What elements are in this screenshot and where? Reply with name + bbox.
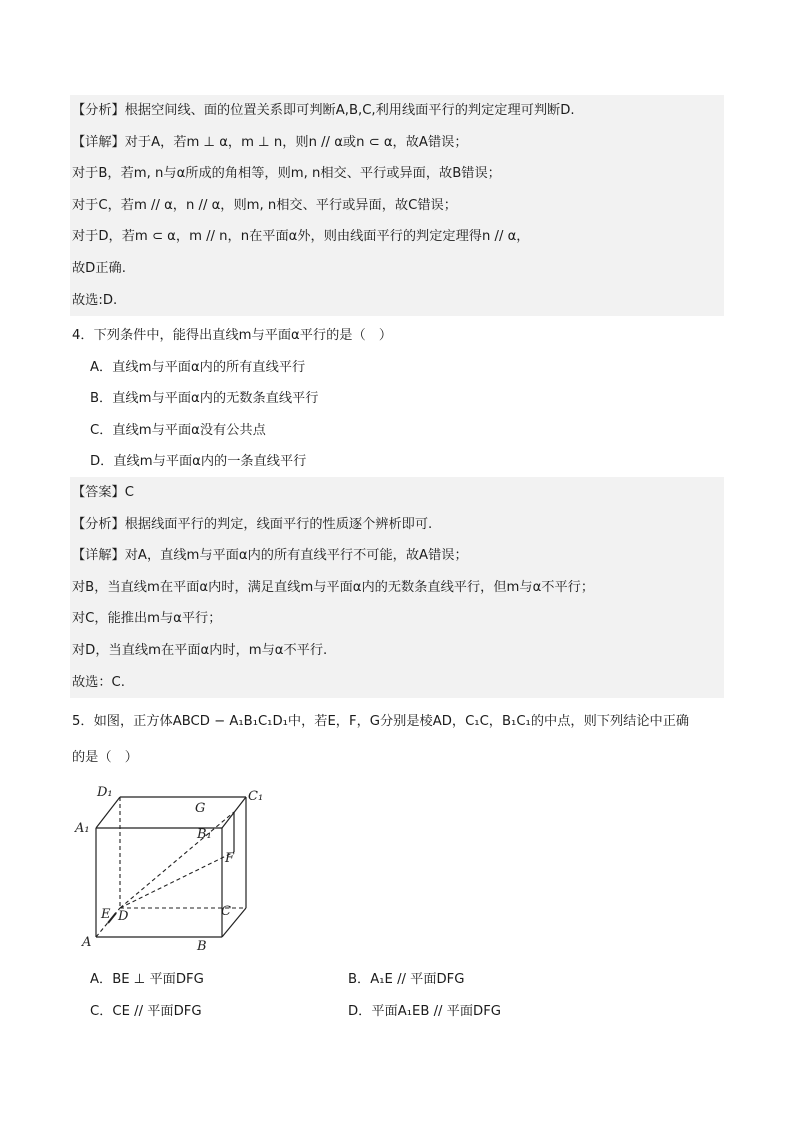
label-c1: C₁ [248,789,264,804]
question-5-stem-line-2: 的是（ ） [72,750,138,765]
solution-block-q4 [70,477,724,698]
label-a1: A₁ [75,821,90,836]
label-b: B [197,939,207,954]
question-5-option-a: A．BE ⊥ 平面DFG [90,972,204,987]
label-g: G [195,801,206,816]
detail-line-a: 【详解】对于A，若m ⊥ α，m ⊥ n，则n // α或n ⊂ α，故A错误； [72,134,468,150]
label-a: A [82,935,92,950]
solution-block-q3 [70,95,724,316]
cube-figure [70,780,264,955]
question-4-option-c: C．直线m与平面α没有公共点 [90,422,266,438]
detail-line-c: 对C，能推出m与α平行； [72,611,222,627]
analysis-line: 【分析】根据空间线、面的位置关系即可判断A,B,C,利用线面平行的判定定理可判断D. [72,103,575,118]
label-b1: B₁ [197,827,212,842]
detail-line-b: 对于B，若m, n与α所成的角相等，则m, n相交、平行或异面，故B错误； [72,166,501,182]
detail-line-c: 对于C，若m // α，n // α，则m, n相交、平行或异面，故C错误； [72,197,457,213]
cube-diagram [70,780,264,955]
edge-a1-d1 [96,797,120,828]
choice-line: 故选:D. [72,292,118,308]
label-e: E [101,907,111,922]
detail-line-a: 【详解】对A，直线m与平面α内的所有直线平行不可能，故A错误； [72,548,468,564]
question-5-option-b: B．A₁E // 平面DFG [348,972,465,987]
question-4-option-b: B．直线m与平面α内的无数条直线平行 [90,391,319,407]
segment-d-f [120,852,234,908]
answer-line: 【答案】C [72,485,134,500]
label-f: F [225,851,235,866]
question-5 [70,704,724,776]
detail-line-d: 对于D，若m ⊂ α，m // n，n在平面α外，则由线面平行的判定定理得n // α， [72,229,530,245]
question-4 [70,320,724,478]
label-d1: D₁ [97,785,113,800]
conclusion-line: 故D正确. [72,260,126,276]
choice-line: 故选：C. [72,674,125,690]
question-5-option-c: C．CE // 平面DFG [90,1004,202,1019]
analysis-line: 【分析】根据线面平行的判定，线面平行的性质逐个辨析即可. [72,516,433,532]
detail-line-d: 对D，当直线m在平面α内时，m与α不平行. [72,642,328,658]
label-c: C [221,904,231,919]
question-5-option-d: D．平面A₁EB // 平面DFG [348,1004,502,1019]
question-5-options [70,964,724,1028]
question-4-option-a: A．直线m与平面α内的所有直线平行 [90,359,306,375]
detail-line-b: 对B，当直线m在平面α内时，满足直线m与平面α内的无数条直线平行，但m与α不平行； [72,579,595,595]
question-4-stem: 4．下列条件中，能得出直线m与平面α平行的是（ ） [72,328,393,343]
question-5-stem-line-1: 5．如图，正方体ABCD − A₁B₁C₁D₁中，若E，F，G分别是棱AD，C₁C，B₁C₁的中点，则下列结论中正确 [72,714,690,729]
question-4-option-d: D．直线m与平面α内的一条直线平行 [90,454,307,470]
label-d: D [118,909,129,924]
